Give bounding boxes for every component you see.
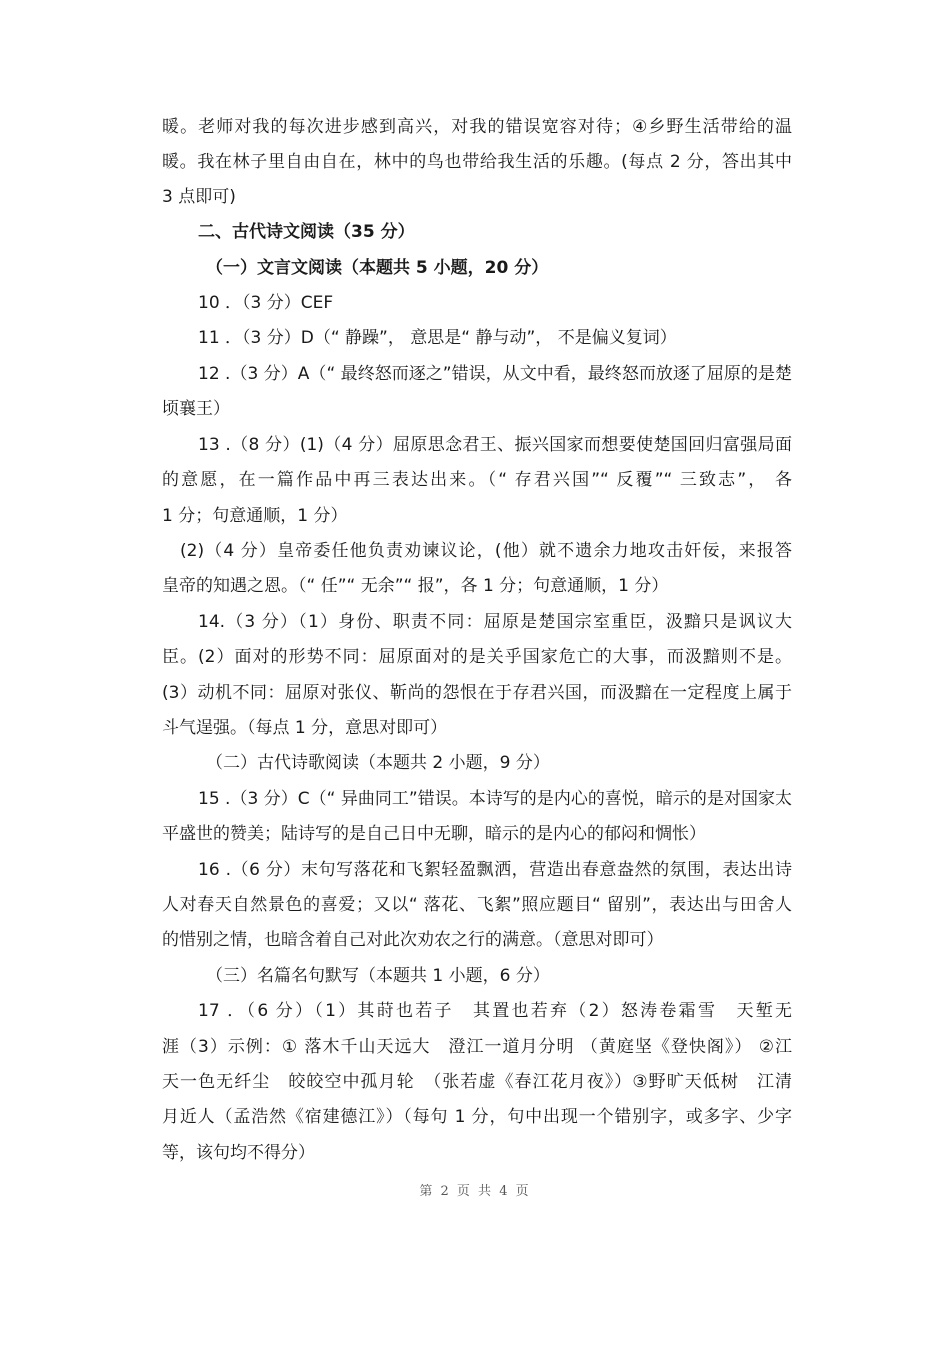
text-line: 暖。老师对我的每次进步感到高兴，对我的错误宽容对待；④乡野生活带给的温 [162,117,792,137]
answer-item: 16 .（6 分）末句写落花和飞絮轻盈飘洒，营造出春意盎然的氛围，表达出诗 [198,860,792,880]
text-line: 暖。我在林子里自由自在，林中的鸟也带给我生活的乐趣。(每点 2 分，答出其中 [162,152,792,172]
text-line: 3 点即可) [162,187,236,207]
text-line: 臣。(2）面对的形势不同：屈原面对的是关乎国家危亡的大事，而汲黯则不是。 [162,647,792,667]
text-line: 的惜别之情，也暗含着自己对此次劝农之行的满意。（意思对即可） [162,930,664,950]
text-line: (3）动机不同：屈原对张仪、靳尚的怨恨在于存君兴国，而汲黯在一定程度上属于 [162,683,792,703]
text-line: 平盛世的赞美；陆诗写的是自己日中无聊，暗示的是内心的郁闷和惆怅） [162,824,706,844]
answer-item: 15 .（3 分）C（“ 异曲同工”错误。本诗写的是内心的喜悦，暗示的是对国家太 [198,789,792,809]
subsection-heading: （一）文言文阅读（本题共 5 小题，20 分） [206,258,549,278]
page-footer: 第 2 页 共 4 页 [419,1184,531,1199]
subsection-heading: （三）名篇名句默写（本题共 1 小题，6 分） [206,966,550,986]
answer-item: 10 ．（3 分）CEF [198,293,334,313]
text-line: 皇帝的知遇之恩。（“ 任”“ 无余”“ 报”，各 1 分；句意通顺，1 分） [162,576,669,596]
text-line: 1 分；句意通顺，1 分） [162,506,348,526]
answer-item: 13 .（8 分）(1)（4 分）屈原思念君王、振兴国家而想要使楚国回归富强局面 [198,435,792,455]
answer-item: 17 ．（6 分）（1）其莳也若子 其置也若弃（2）怒涛卷霜雪 天堑无 [198,1001,792,1021]
text-line: 的意愿，在一篇作品中再三表达出来。（“ 存君兴国”“ 反覆”“ 三致志”， 各 [162,470,792,490]
answer-item: 12 .（3 分）A（“ 最终怒而逐之”错误，从文中看，最终怒而放逐了屈原的是楚 [198,364,792,384]
text-line: 顷襄王） [162,399,230,419]
text-line: 斗气逞强。（每点 1 分，意思对即可） [162,718,448,738]
section-heading: 二、古代诗文阅读（35 分） [198,222,415,242]
text-line: 天一色无纤尘 皎皎空中孤月轮 （张若虚《春江花月夜》）③野旷天低树 江清 [162,1072,792,1092]
text-line: 人对春天自然景色的喜爱；又以“ 落花、飞絮”照应题目“ 留别”，表达出与田舍人 [162,895,792,915]
subsection-heading: （二）古代诗歌阅读（本题共 2 小题，9 分） [206,753,550,773]
answer-item: 14.（3 分）（1）身份、职责不同：屈原是楚国宗室重臣，汲黯只是讽议大 [198,612,792,632]
text-line: 月近人（孟浩然《宿建德江》）（每句 1 分，句中出现一个错别字，或多字、少字 [162,1107,792,1127]
answer-item: 11 ．（3 分）D（“ 静躁”， 意思是“ 静与动”， 不是偏义复词） [198,328,677,348]
answer-item: (2)（4 分）皇帝委任他负责劝谏议论，(他）就不遗余力地攻击奸佞，来报答 [180,541,792,561]
text-line: 涯（3）示例：① 落木千山天远大 澄江一道月分明 （黄庭坚《登快阁》） ②江 [162,1037,792,1057]
text-line: 等，该句均不得分） [162,1143,315,1163]
